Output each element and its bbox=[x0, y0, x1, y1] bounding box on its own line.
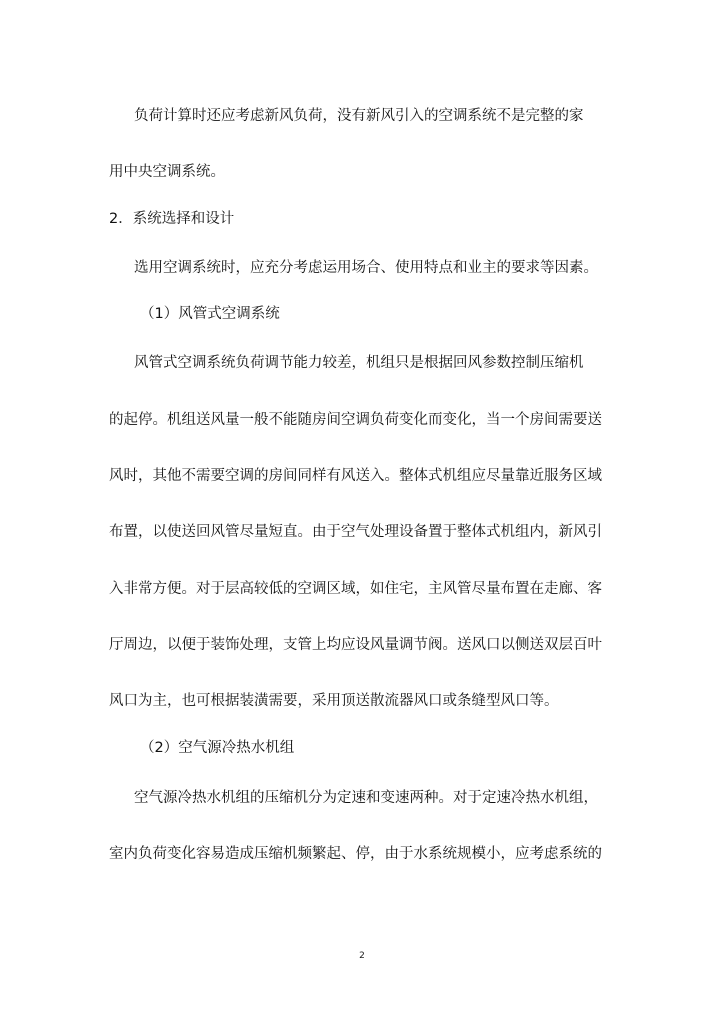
paragraph-line-7: 布置，以使送回风管尽量短直。由于空气处理设备置于整体式机组内，新风引 bbox=[109, 524, 602, 540]
paragraph-line-8: 入非常方便。对于层高较低的空调区域，如住宅，主风管尽量布置在走廊、客 bbox=[109, 581, 602, 597]
paragraph-line-4: 风管式空调系统负荷调节能力较差，机组只是根据回风参数控制压缩机 bbox=[134, 355, 584, 371]
paragraph-line-11: 空气源冷热水机组的压缩机分为定速和变速两种。对于定速冷热水机组， bbox=[134, 790, 598, 806]
paragraph-line-9: 厅周边，以便于装饰处理，支管上均应设风量调节阀。送风口以侧送双层百叶 bbox=[109, 637, 602, 653]
paragraph-line-1: 负荷计算时还应考虑新风负荷，没有新风引入的空调系统不是完整的家 bbox=[134, 108, 584, 124]
paragraph-line-6: 风时，其他不需要空调的房间同样有风送入。整体式机组应尽量靠近服务区域 bbox=[109, 468, 602, 484]
subheading-duct-system: （1）风管式空调系统 bbox=[140, 306, 280, 322]
section-heading: 2．系统选择和设计 bbox=[109, 211, 235, 227]
paragraph-line-3: 选用空调系统时，应充分考虑运用场合、使用特点和业主的要求等因素。 bbox=[134, 260, 598, 276]
paragraph-line-10: 风口为主，也可根据装潢需要，采用顶送散流器风口或条缝型风口等。 bbox=[109, 693, 559, 709]
paragraph-line-2: 用中央空调系统。 bbox=[109, 164, 225, 180]
paragraph-line-5: 的起停。机组送风量一般不能随房间空调负荷变化而变化，当一个房间需要送 bbox=[109, 412, 602, 428]
subheading-air-source-unit: （2）空气源冷热水机组 bbox=[140, 740, 295, 756]
page-number: 2 bbox=[359, 951, 365, 961]
paragraph-line-12: 室内负荷变化容易造成压缩机频繁起、停，由于水系统规模小，应考虑系统的 bbox=[109, 846, 602, 862]
